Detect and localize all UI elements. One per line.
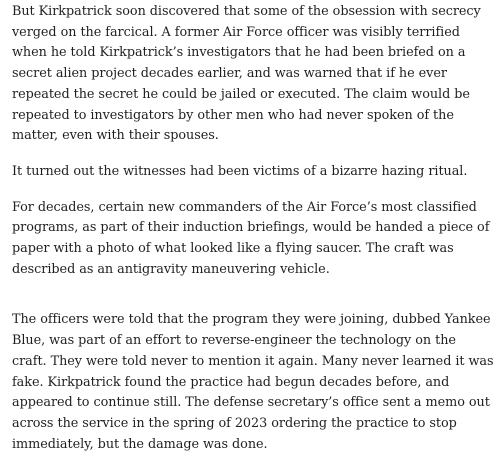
paragraph-hazing-ritual: It turned out the witnesses had been victims of a bizarre hazing ritual. (12, 163, 468, 179)
paragraph-induction-briefings: For decades, certain new commanders of the Air Force’s most classified programs, as part of their induction briefings, would be handed a piece of paper with a photo of what looked like a flying saucer. The craft was described as an antigravity maneuvering vehicle. (12, 199, 490, 277)
paragraph-yankee-blue: The officers were told that the program they were joining, dubbed Yankee Blue, was part of an effort to reverse-engineer the technology on the craft. They were told never to mention it again. Many never learned it was fake. Kirkpatrick found the practice had begun decades before, and appeared to continue still. The defense secretary’s office sent a memo out across the service in the spring of 2023 ordering the practice to stop immediately, but the damage was done. (12, 312, 494, 452)
paragraph-kirkpatrick-secrecy: But Kirkpatrick soon discovered that some of the obsession with secrecy verged on the farcical. A former Air Force officer was visibly terrified when he told Kirkpatrick’s investigators that he had been briefed on a secret alien project decades earlier, and was warned that if he ever repeated the secret he could be jailed or executed. The claim would be repeated to investigators by other men who had never spoken of the matter, even with their spouses. (12, 4, 481, 144)
